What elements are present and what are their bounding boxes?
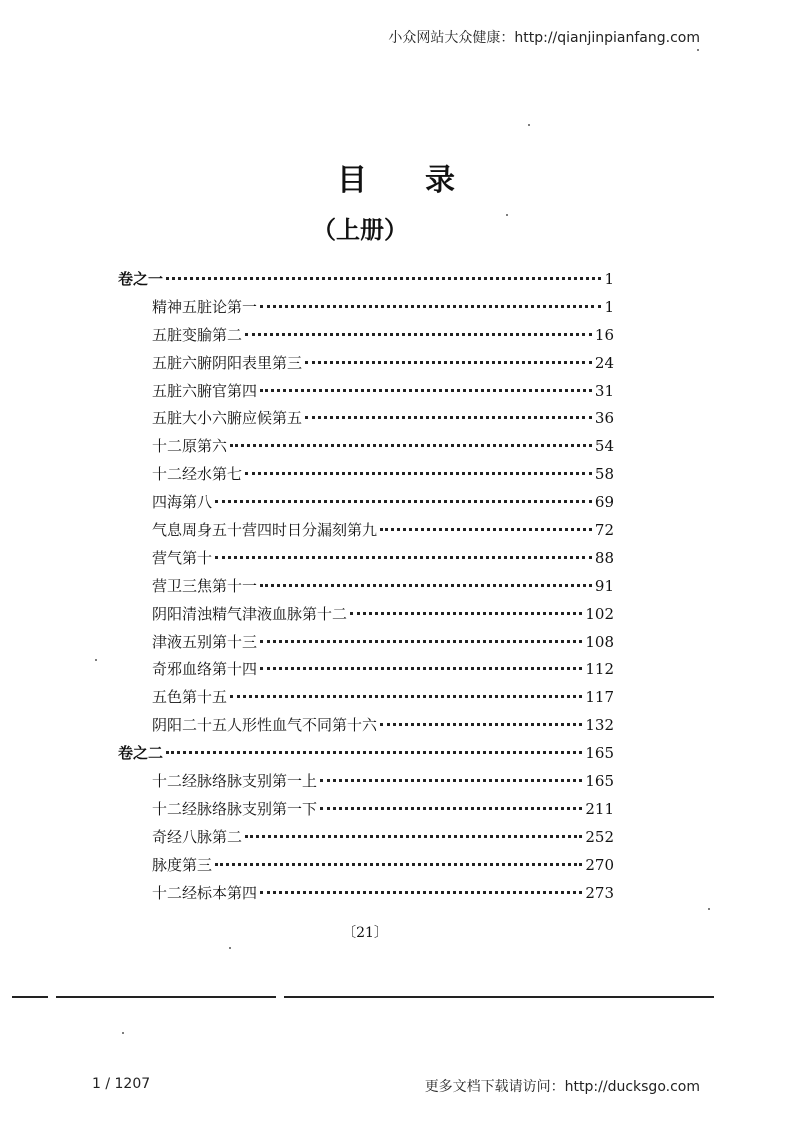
toc-entry-label: 十二经脉络脉支别第一下: [152, 799, 318, 818]
toc-dot-leader: [305, 361, 592, 364]
toc-entry: [118, 435, 614, 463]
toc-entry: [118, 575, 614, 603]
toc-dot-leader: [166, 277, 601, 280]
toc-entry-page: 72: [594, 521, 614, 540]
toc-entry-page: 58: [594, 465, 614, 484]
toc-dot-leader: [260, 305, 601, 308]
toc-entry-label: 五脏六腑官第四: [152, 381, 258, 400]
toc-dot-leader: [215, 556, 592, 559]
toc-dot-leader: [260, 640, 582, 643]
scan-speck: [528, 124, 530, 126]
toc-entry: [118, 631, 614, 659]
toc-entry-page: 270: [585, 855, 614, 874]
toc-entry: [118, 463, 614, 491]
toc-entry-label: 脉度第三: [152, 855, 213, 874]
toc-entry: [118, 686, 614, 714]
toc-entry: [118, 352, 614, 380]
toc-entry-page: 54: [594, 437, 614, 456]
toc-entry-page: 36: [594, 409, 614, 428]
toc-entry: [118, 603, 614, 631]
volume-subtitle: （上册）: [312, 216, 408, 244]
toc-dot-leader: [245, 333, 592, 336]
toc-entry-label: 卷之二: [118, 744, 164, 763]
toc-entry: [118, 519, 614, 547]
page-number: 〔21〕: [342, 925, 388, 941]
toc-entry-label: 津液五别第十三: [152, 632, 258, 651]
toc-dot-leader: [230, 444, 592, 447]
toc-entry-page: 31: [594, 381, 614, 400]
toc-dot-leader: [245, 835, 582, 838]
toc-entry-page: 165: [585, 772, 614, 791]
scan-speck: [708, 908, 710, 910]
toc-entry-label: 奇邪血络第十四: [152, 660, 258, 679]
toc-entry: [118, 714, 614, 742]
toc-dot-leader: [260, 891, 582, 894]
toc-entry: [118, 296, 614, 324]
toc-entry-label: 阴阳二十五人形性血气不同第十六: [152, 716, 378, 735]
toc-entry: [118, 798, 614, 826]
toc-entry: [118, 854, 614, 882]
toc-entry: [118, 324, 614, 352]
toc-entry: [118, 547, 614, 575]
toc-entry-label: 十二原第六: [152, 437, 228, 456]
toc-entry-page: 69: [594, 493, 614, 512]
table-of-contents: [118, 268, 614, 909]
scan-speck: [95, 659, 97, 661]
page-counter: 1 / 1207: [92, 1076, 151, 1092]
toc-entry-page: 273: [585, 883, 614, 902]
toc-entry-label: 营卫三焦第十一: [152, 576, 258, 595]
toc-entry-label: 五脏大小六腑应候第五: [152, 409, 303, 428]
toc-entry-label: 五脏变腧第二: [152, 325, 243, 344]
toc-dot-leader: [305, 416, 592, 419]
toc-entry-page: 165: [585, 744, 614, 763]
toc-entry-page: 112: [585, 660, 614, 679]
toc-entry: [118, 491, 614, 519]
toc-entry-page: 117: [585, 688, 614, 707]
download-note: 更多文档下载请访问：http://ducksgo.com: [424, 1079, 700, 1095]
toc-dot-leader: [260, 584, 592, 587]
toc-entry-label: 十二经脉络脉支别第一上: [152, 772, 318, 791]
toc-dot-leader: [380, 528, 592, 531]
toc-dot-leader: [260, 667, 582, 670]
toc-entry-label: 精神五脏论第一: [152, 297, 258, 316]
toc-dot-leader: [380, 723, 582, 726]
header-watermark: 小众网站大众健康：http://qianjinpianfang.com: [388, 30, 700, 46]
toc-entry-page: 252: [585, 827, 614, 846]
toc-entry-page: 102: [585, 604, 614, 623]
toc-volume-entry: [118, 268, 614, 296]
page-title: 目录: [337, 163, 513, 198]
bottom-rule: [12, 996, 714, 998]
scan-speck: [229, 947, 231, 949]
toc-entry-page: 24: [594, 353, 614, 372]
scan-speck: [697, 49, 699, 51]
toc-entry-page: 91: [594, 576, 614, 595]
toc-entry-label: 五色第十五: [152, 688, 228, 707]
toc-entry-page: 1: [604, 270, 614, 288]
toc-entry-page: 211: [585, 799, 614, 818]
toc-entry-label: 奇经八脉第二: [152, 827, 243, 846]
toc-dot-leader: [245, 472, 592, 475]
toc-entry-page: 88: [594, 548, 614, 567]
toc-entry-label: 十二经标本第四: [152, 883, 258, 902]
toc-entry-label: 四海第八: [152, 493, 213, 512]
toc-entry-label: 卷之一: [118, 270, 164, 288]
toc-entry: [118, 770, 614, 798]
toc-entry-page: 1: [604, 297, 614, 316]
scan-speck: [122, 1032, 124, 1034]
rule-gap: [276, 994, 284, 1000]
toc-dot-leader: [230, 695, 582, 698]
toc-dot-leader: [215, 863, 582, 866]
toc-entry: [118, 407, 614, 435]
toc-dot-leader: [320, 779, 582, 782]
toc-entry: [118, 658, 614, 686]
toc-dot-leader: [260, 389, 592, 392]
toc-entry: [118, 826, 614, 854]
toc-dot-leader: [166, 751, 582, 754]
toc-entry-label: 阴阳清浊精气津液血脉第十二: [152, 604, 348, 623]
toc-entry-page: 108: [585, 632, 614, 651]
toc-dot-leader: [320, 807, 582, 810]
toc-dot-leader: [215, 500, 592, 503]
toc-entry-label: 气息周身五十营四时日分漏刻第九: [152, 521, 378, 540]
toc-dot-leader: [350, 612, 582, 615]
toc-entry: [118, 882, 614, 910]
toc-volume-entry: [118, 742, 614, 770]
toc-entry-label: 营气第十: [152, 548, 213, 567]
rule-gap: [48, 994, 56, 1000]
toc-entry-page: 132: [585, 716, 614, 735]
toc-entry-label: 十二经水第七: [152, 465, 243, 484]
toc-entry: [118, 380, 614, 408]
toc-entry-page: 16: [594, 325, 614, 344]
toc-entry-label: 五脏六腑阴阳表里第三: [152, 353, 303, 372]
